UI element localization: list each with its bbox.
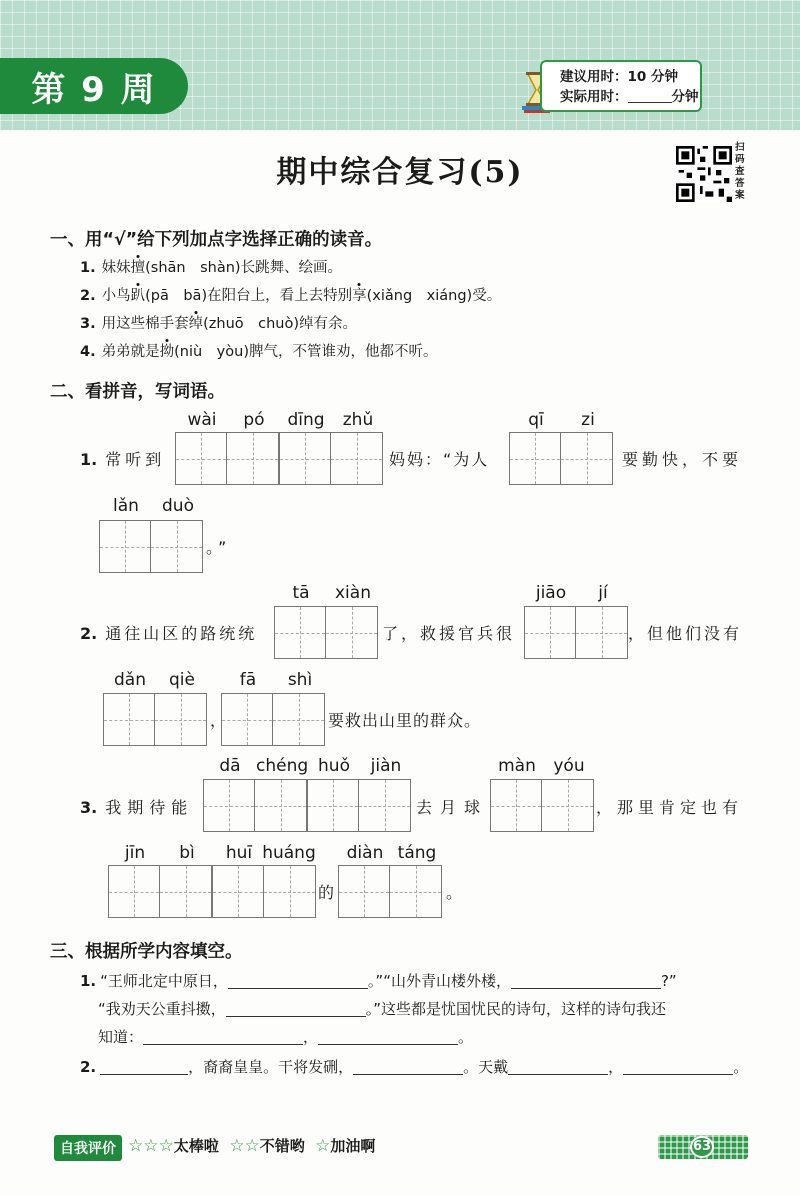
pinyin: xiàn [335,583,371,603]
writing-grid[interactable] [274,606,378,659]
writing-grid[interactable] [490,779,594,832]
pinyin: bì [179,843,195,863]
q3-text-c: ，那里肯定也有 [596,798,744,817]
pinyin: jí [598,583,608,603]
part2-heading: 二、看拼音，写词语。 [50,382,225,402]
q2-text-d: 要救出山里的群众。 [328,711,482,730]
pinyin: màn [498,756,536,776]
q3-text-a: 3. 我期待能 [80,798,194,817]
writing-grid[interactable] [221,693,325,746]
actual-time-prefix: 实际用时： [560,89,628,105]
writing-grid[interactable] [524,606,628,659]
q3-text-e: 。 [446,883,467,902]
fill-blank[interactable] [143,1029,303,1045]
part3-line-2: “我劝天公重抖擞， 。”这些都是忧国忧民的诗句，这样的诗句我还 [98,1000,667,1018]
pinyin: jīn [124,843,146,863]
q2-sep: ， [210,711,231,730]
part1-item-1: 1. 妹妹擅(shān shàn)长跳舞、绘画。 [80,260,343,276]
pinyin: jiàn [370,756,402,776]
fill-blank[interactable] [353,1059,463,1075]
pinyin: wài [187,410,217,430]
pinyin: huáng [262,843,316,863]
fill-blank[interactable] [318,1029,458,1045]
pinyin: shì [287,670,313,690]
q3-text-b: 去月球 [416,798,489,817]
part3-line-3: 知道： ， 。 [98,1028,474,1046]
q2-text-b: 了，救援官兵很 [382,624,516,643]
pinyin: huī [225,843,253,863]
qr-label: 扫码查答案 [735,142,745,201]
page-title: 期中综合复习(5) [276,155,524,190]
writing-grid[interactable] [99,520,203,573]
writing-grid[interactable] [175,432,279,485]
part1-heading: 一、用“√”给下列加点字选择正确的读音。 [50,230,383,250]
writing-grid[interactable] [509,432,613,485]
pinyin: dīng [287,410,325,430]
pinyin: táng [397,843,437,863]
pinyin: fā [239,670,257,690]
q1-text-a: 1. 常听到 [80,450,166,469]
fill-blank[interactable] [623,1059,733,1075]
pinyin: qiè [169,670,195,690]
q3-text-d: 的 [318,883,339,902]
pinyin: zhǔ [342,410,374,430]
qr-code-icon[interactable] [676,146,732,202]
part3-line-4: 2. ，裔裔皇皇。干将发硎， 。天戴 ， 。 [80,1058,749,1076]
actual-time-suffix: 分钟 [671,89,699,105]
page-number: 63 [690,1136,714,1158]
pinyin: jiāo [535,583,567,603]
pinyin: chéng [256,756,309,776]
pinyin: tā [292,583,310,603]
q2-text-a: 2. 通往山区的路统统 [80,624,258,643]
pinyin: huǒ [318,756,350,776]
writing-grid[interactable] [307,779,411,832]
pinyin: lǎn [113,496,139,516]
writing-grid[interactable] [103,693,207,746]
week-badge: 第 9 周 [0,58,188,114]
fill-blank[interactable] [228,973,368,989]
pinyin: yóu [553,756,585,776]
q1-text-d: 。” [206,538,231,557]
q2-text-c: ，但他们没有 [628,624,743,643]
time-box [540,60,702,112]
part3-heading: 三、根据所学内容填空。 [50,942,243,962]
q1-text-b: 妈妈：“为人 [389,450,490,469]
pinyin: zi [581,410,595,430]
q1-text-c: 要勤快，不要 [622,450,743,469]
rating-stars[interactable]: ☆☆☆太棒啦 ☆☆不错哟 ☆加油啊 [128,1136,376,1156]
pinyin: duò [162,496,194,516]
part1-item-2: 2. 小鸟趴(pā bā)在阳台上，看上去特别享(xiǎng xiáng)受。 [80,288,502,304]
writing-grid[interactable] [212,865,316,918]
writing-grid[interactable] [108,865,212,918]
star-icon[interactable]: ☆☆ [229,1136,260,1156]
star-icon[interactable]: ☆☆☆ [128,1136,174,1156]
fill-blank[interactable] [226,1001,366,1017]
self-eval-label: 自我评价 [54,1135,122,1161]
writing-grid[interactable] [338,865,442,918]
writing-grid[interactable] [203,779,307,832]
actual-time-blank[interactable] [628,89,672,103]
suggest-time: 建议用时：10 分钟 [560,69,678,85]
fill-blank[interactable] [511,973,661,989]
pinyin: diàn [346,843,384,863]
pinyin: dǎn [114,670,146,690]
fill-blank[interactable] [508,1059,608,1075]
pinyin: dā [219,756,241,776]
pinyin: pó [243,410,265,430]
part1-item-4: 4. 弟弟就是拗(niù yòu)脾气，不管谁劝，他都不听。 [80,344,438,360]
writing-grid[interactable] [279,432,383,485]
actual-time [560,87,700,107]
fill-blank[interactable] [100,1059,188,1075]
star-icon[interactable]: ☆ [315,1136,331,1156]
part3-line-1: 1. “王师北定中原日， 。”“山外青山楼外楼， ?” [80,972,677,990]
part1-item-3: 3. 用这些棉手套绰(zhuō chuò)绰有余。 [80,316,358,332]
pinyin: qī [528,410,544,430]
